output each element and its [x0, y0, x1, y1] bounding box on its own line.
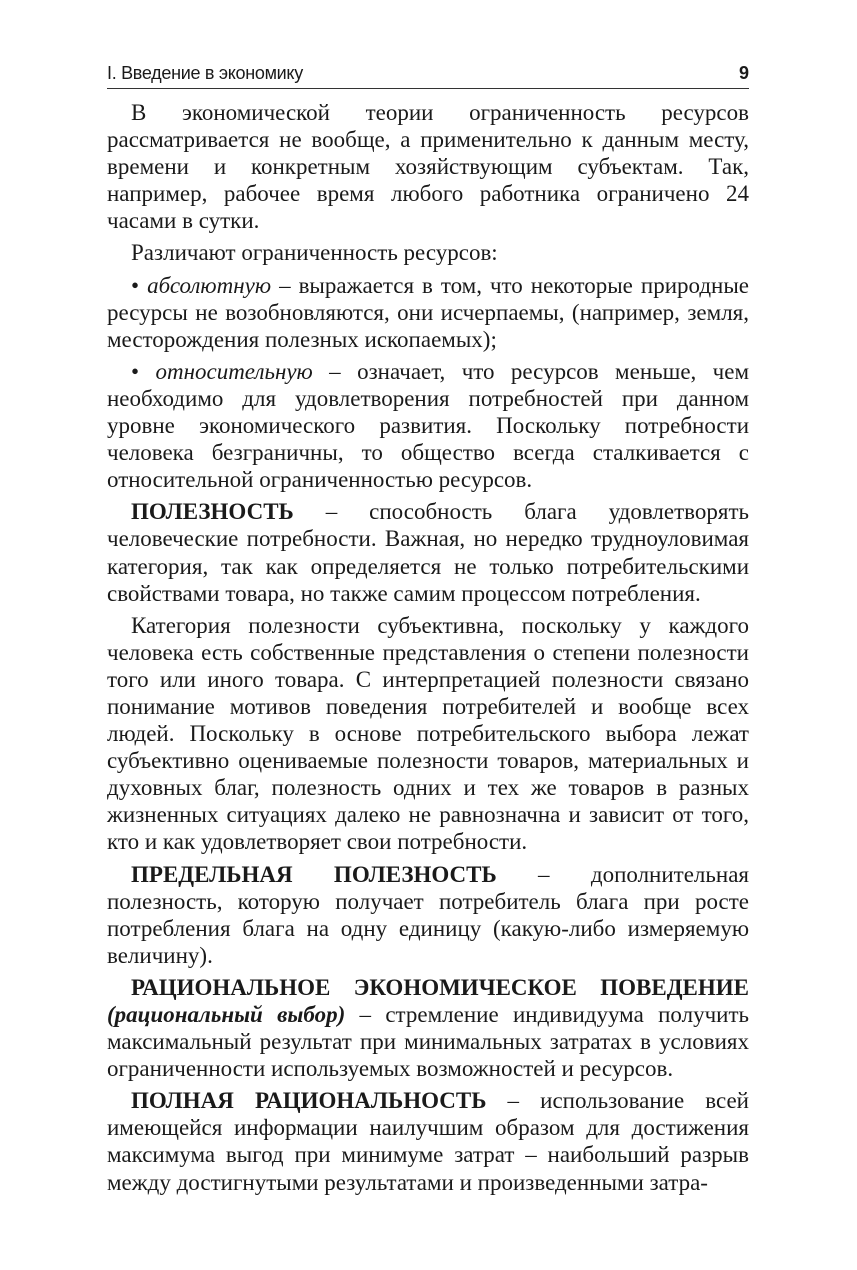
definition-text: – стремление индивидуума получить максимальный результат при минимальных затратах в условиях ограниченности используемых возможностей и ресурсов.	[107, 1002, 749, 1082]
paragraph-text: Категория полезности субъективна, поскольку у каждого человека есть собственные представления о степени полезности того или иного товара. С интерпретацией полезности связано понимание мотивов поведения потребителей и вообще всех людей. Поскольку в основе потребительского выбора лежат субъективно оцениваемые полезности товаров, материальных и духовных благ, полезность одних и тех же товаров в разных жизненных ситуациях далеко не равнозначна и зависит от того, кто и как удовлетворяет свои потребности.	[107, 612, 749, 855]
definition-term: ПРЕДЕЛЬНАЯ ПОЛЕЗНОСТЬ	[131, 861, 497, 887]
bullet-marker: •	[131, 358, 140, 384]
definition-term: РАЦИОНАЛЬНОЕ ЭКОНОМИЧЕСКОЕ ПОВЕДЕНИЕ	[131, 974, 749, 1000]
paragraph-text: В экономической теории ограниченность ресурсов рассматривается не вообще, а применительно к данным месту, времени и конкретным хозяйствующим субъектам. Так, например, рабочее время любого работника ограничено 24 часами в сутки.	[107, 100, 749, 234]
paragraph-text: Различают ограниченность ресурсов:	[131, 240, 498, 266]
list-item	[107, 358, 749, 493]
definition-subterm: (рациональный выбор)	[107, 1002, 346, 1027]
definition-paragraph	[107, 1087, 749, 1195]
list-item-text: – выражается в том, что некоторые природные ресурсы не возобновляются, они исчерпаемы, (например, земля, месторождения полезных ископаемых);	[107, 272, 750, 352]
running-header	[107, 62, 749, 89]
definition-paragraph	[107, 974, 749, 1082]
definition-paragraph	[107, 498, 749, 606]
definition-text: – дополнительная полезность, которую получает потребитель блага при росте потребления блага на одну единицу (какую-либо измеряемую величину).	[107, 861, 749, 968]
list-term: относительную	[155, 358, 313, 384]
bullet-marker: •	[131, 272, 140, 298]
page-number: 9	[738, 63, 749, 83]
definition-term: ПОЛЕЗНОСТЬ	[131, 499, 294, 525]
definition-text: – способность блага удовлетворять человеческие потребности. Важная, но нередко трудноуловимая категория, так как определяется не только потребительскими свойствами товара, но также самим процессом потребления.	[107, 499, 749, 606]
definition-text: – использование всей имеющейся информации наилучшим образом для достижения максимума выгод при минимуме затрат – наибольший разрыв между достигнутыми результатами и произведенными затра-	[107, 1088, 749, 1195]
paragraph	[107, 239, 749, 266]
list-term: абсолютную	[147, 272, 272, 298]
list-item-text: – означает, что ресурсов меньше, чем необходимо для удовлетворения потребностей при данном уровне экономического развития. Поскольку потребности человека безграничны, то общество всегда сталкивается с относительной ограниченностью ресурсов.	[107, 358, 750, 493]
body-text	[107, 99, 749, 1201]
paragraph	[107, 99, 749, 234]
list-item	[107, 272, 749, 353]
chapter-title: I. Введение в экономику	[107, 63, 303, 83]
definition-term: ПОЛНАЯ РАЦИОНАЛЬНОСТЬ	[131, 1088, 487, 1114]
paragraph	[107, 612, 749, 856]
definition-paragraph	[107, 861, 749, 969]
